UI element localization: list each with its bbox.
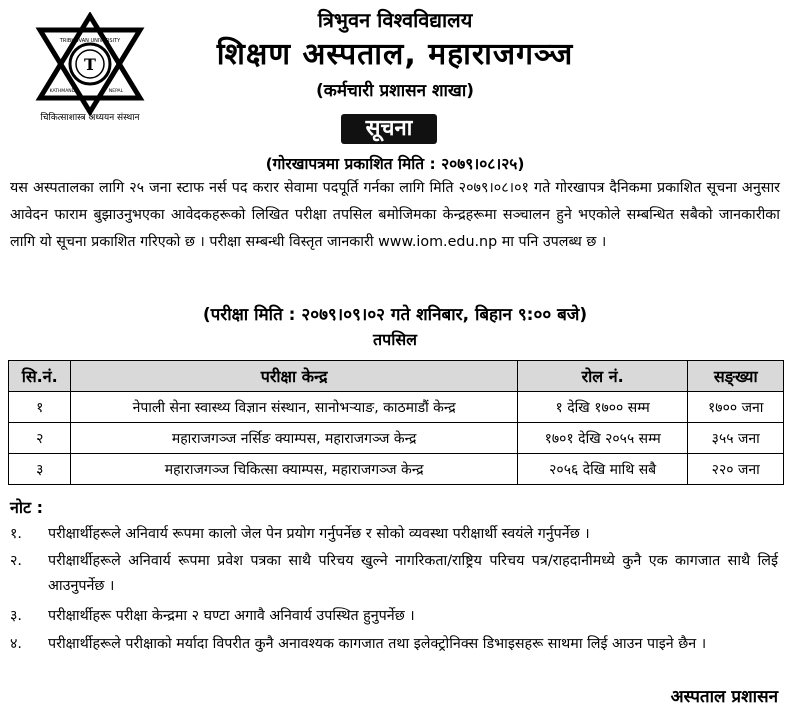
published-date: (गोरखापत्रमा प्रकाशित मिति : २०७९।०८।२५) <box>265 155 525 173</box>
svg-text:T: T <box>84 55 96 74</box>
note-item <box>10 522 780 547</box>
note-number: ४. <box>10 636 22 652</box>
hospital-name: शिक्षण अस्पताल, महाराजगञ्ज <box>216 37 574 72</box>
row-count: २२० जना <box>688 454 784 485</box>
signature: अस्पताल प्रशासन <box>670 687 778 707</box>
exam-date: (परीक्षा मिति : २०७९।०९।०२ गते शनिबार, बिहान ९:०० बजे) <box>202 305 588 325</box>
university-name: त्रिभुवन विश्वविद्यालय <box>317 8 473 32</box>
note-number: ३. <box>10 608 22 624</box>
row-roll-range: २०५६ देखि माथि सबै <box>517 454 688 485</box>
header-count: सङ्ख्या <box>688 361 784 392</box>
row-serial: १ <box>9 392 71 423</box>
row-exam-center: नेपाली सेना स्वास्थ्य विज्ञान संस्थान, सानोभऱ्याङ, काठमाडौं केन्द्र <box>71 392 517 423</box>
logo-bottom-left-text: KATHMANDU <box>49 89 79 94</box>
notice-heading: सूचना <box>341 114 437 144</box>
note-text: परीक्षार्थीहरूले अनिवार्य रूपमा कालो जेल पेन प्रयोग गर्नुपर्नेछ र सोको व्यवस्था परीक्षार्थी स्वयंले गर्नुपर्नेछ । <box>48 526 590 542</box>
row-exam-center: महाराजगञ्ज नर्सिङ क्याम्पस, महाराजगञ्ज केन्द्र <box>71 423 517 454</box>
row-serial: २ <box>9 423 71 454</box>
row-exam-center: महाराजगञ्ज चिकित्सा क्याम्पस, महाराजगञ्ज केन्द्र <box>71 454 517 485</box>
note-item <box>10 604 780 629</box>
note-number: १. <box>10 526 22 542</box>
note-item <box>10 549 780 599</box>
note-text: परीक्षार्थीहरूले परीक्षाको मर्यादा विपरीत कुनै अनावश्यक कागजात तथा इलेक्ट्रोनिक्स डिभाइसहरू साथमा लिई आउन पाइने छैन । <box>48 636 707 652</box>
branch-name: (कर्मचारी प्रशासन शाखा) <box>316 81 474 101</box>
logo-motto: चिकित्साशास्त्र अध्ययन संस्थान <box>40 113 140 123</box>
header-roll-number: रोल नं. <box>517 361 688 392</box>
row-serial: ३ <box>9 454 71 485</box>
note-number: २. <box>10 553 22 569</box>
header-exam-center: परीक्षा केन्द्र <box>71 361 517 392</box>
note-text: परीक्षार्थीहरूले अनिवार्य रूपमा प्रवेश पत्रका साथै परिचय खुल्ने नागरिकता/राष्ट्रिय परिचय पत्र/राहदानीमध्ये कुनै एक कागजात साथै लिई आउनुपर्नेछ । <box>48 553 778 594</box>
table-row <box>9 423 784 454</box>
row-roll-range: १ देखि १७०० सम्म <box>517 392 688 423</box>
row-count: ३५५ जना <box>688 423 784 454</box>
notice-paragraph: यस अस्पतालका लागि २५ जना स्टाफ नर्स पद करार सेवामा पदपूर्ति गर्नका लागि मिति २०७९।०८।०१ गते गोरखापत्र दैनिकमा प्रकाशित सूचना अनुसार आवेदन फाराम बुझाउनुभएका आवेदकहरूको लिखित परीक्षा तपसिल बमोजिमका केन्द्रहरूमा सञ्चालन हुने भएकोले सम्बन्धित सबैको जानकारीका लागि यो सूचना प्रकाशित गरिएको छ । परीक्षा सम्बन्धी विस्तृत जानकारी www.iom.edu.np मा पनि उपलब्ध छ । <box>10 180 780 250</box>
table-row <box>9 392 784 423</box>
row-roll-range: १७०१ देखि २०५५ सम्म <box>517 423 688 454</box>
notes-title: नोट : <box>10 498 44 517</box>
table-row <box>9 454 784 485</box>
exam-center-table <box>8 360 784 485</box>
logo-top-text: TRIBHUVAN UNIVERSITY <box>59 38 121 44</box>
logo-bottom-right-text: NEPAL <box>108 89 124 94</box>
row-count: १७०० जना <box>688 392 784 423</box>
schedule-title: तपसिल <box>372 330 418 349</box>
table-header-row <box>9 361 784 392</box>
note-item <box>10 632 780 657</box>
header-serial: सि.नं. <box>9 361 71 392</box>
note-text: परीक्षार्थीहरू परीक्षा केन्द्रमा २ घण्टा अगावै अनिवार्य उपस्थित हुनुपर्नेछ । <box>48 608 415 624</box>
